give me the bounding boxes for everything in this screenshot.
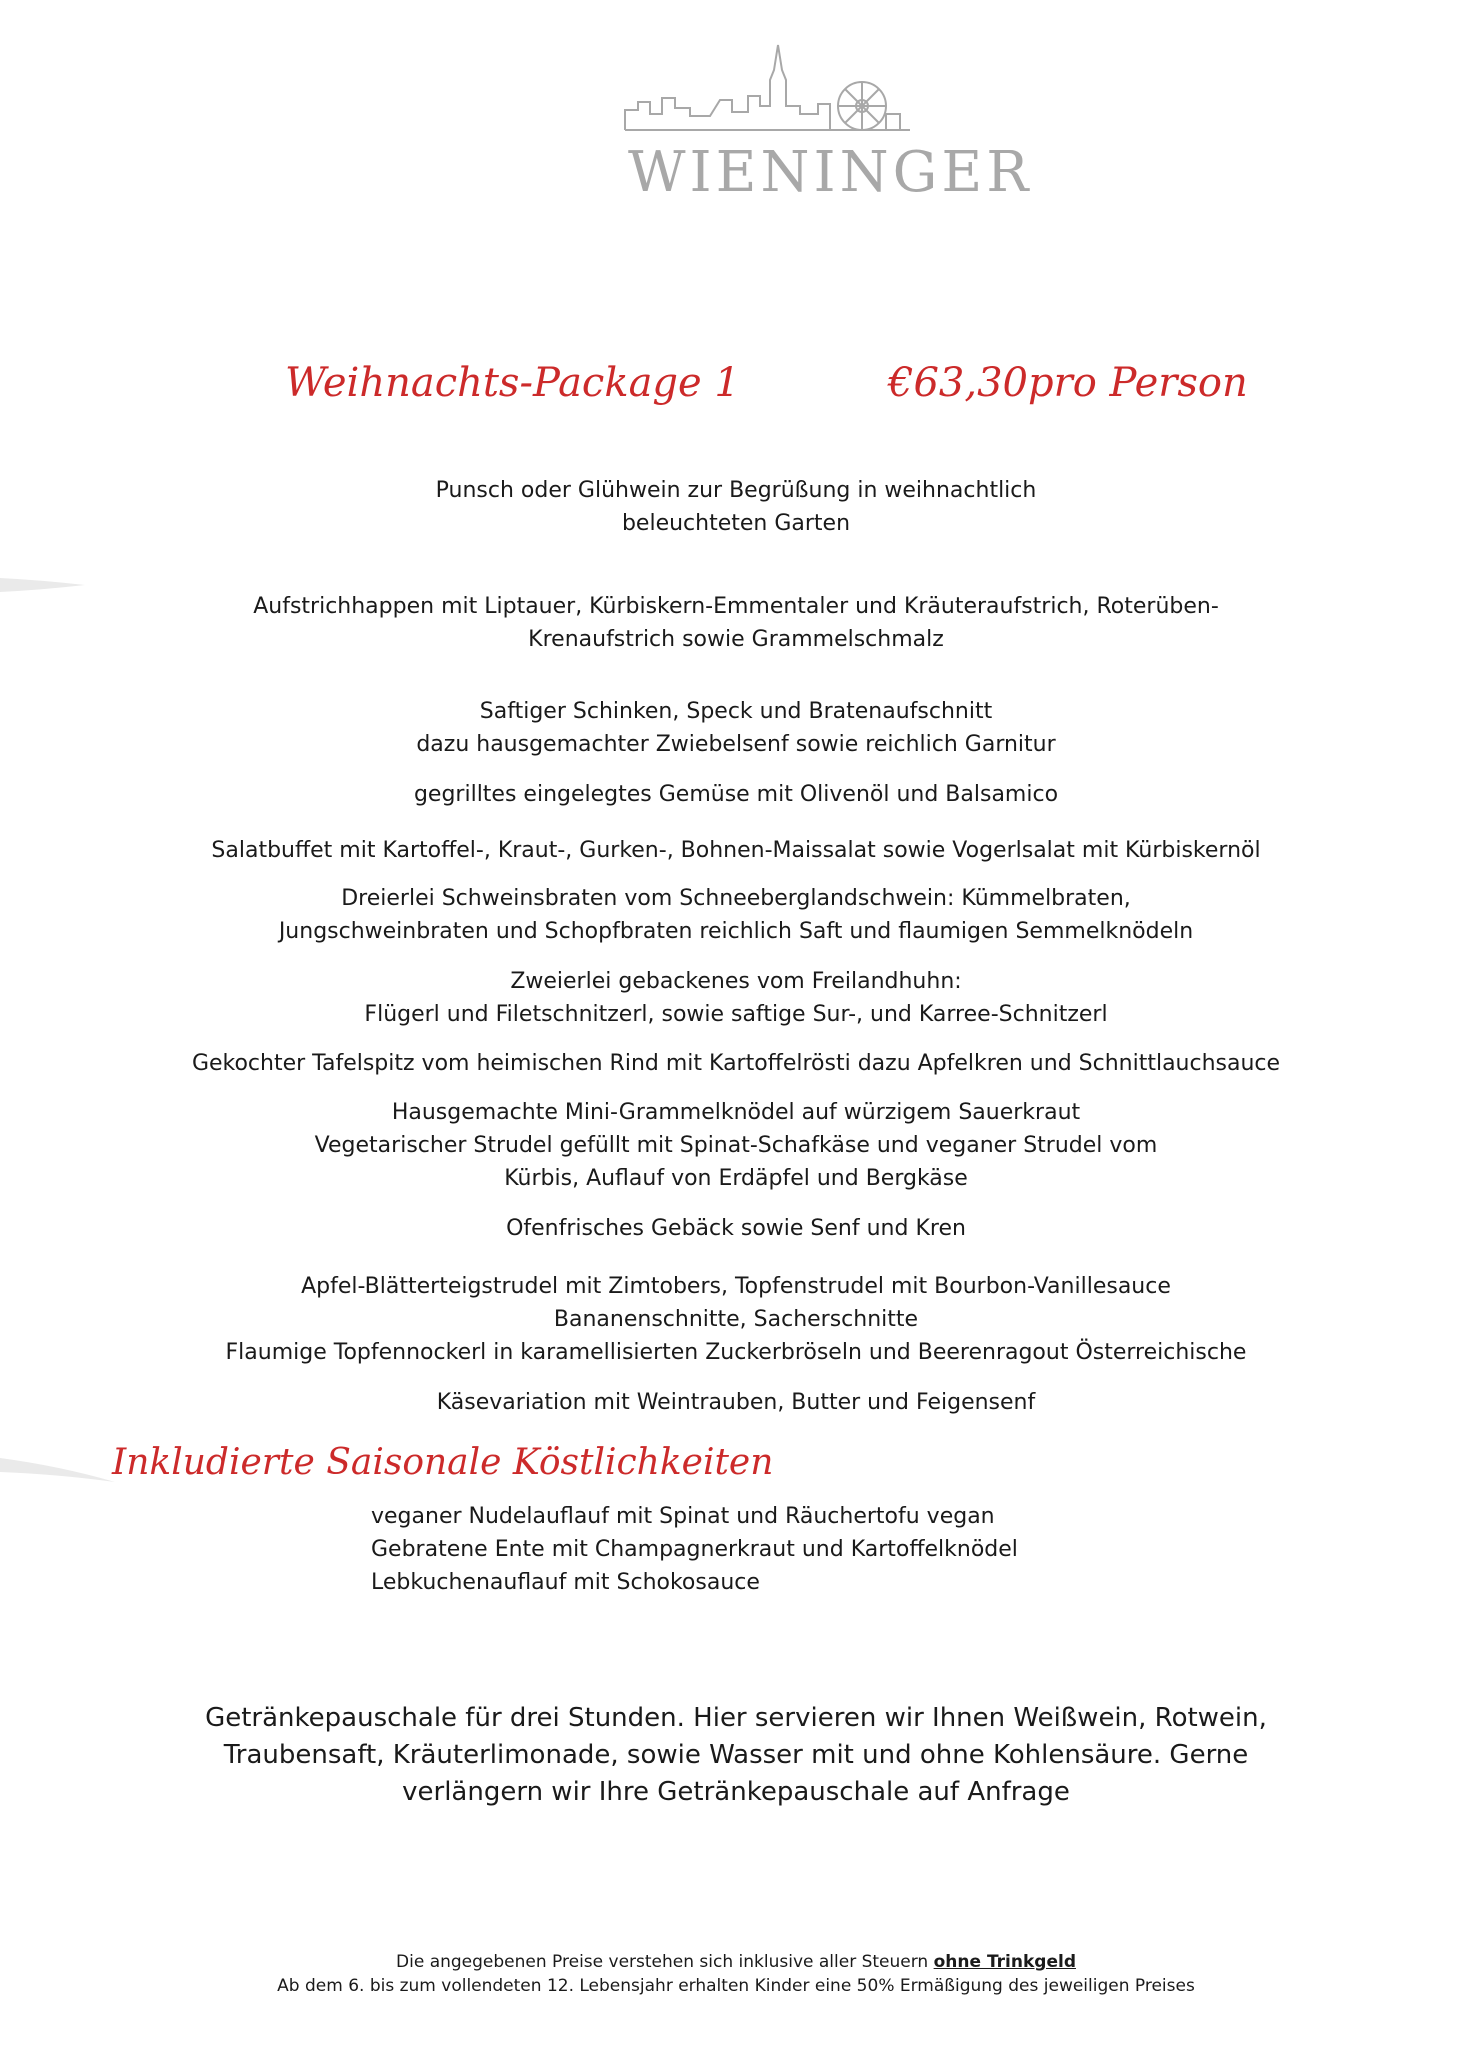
decorative-swoosh-bottom (0, 1452, 120, 1492)
menu-welcome-drink: Punsch oder Glühwein zur Begrüßung in weihnachtlich beleuchteten Garten (435, 478, 1037, 536)
wieninger-logo (620, 40, 1033, 215)
footer-prices-note: Die angegebenen Preise verstehen sich inklusive aller Steuern ohne Trinkgeld (396, 1952, 1076, 1972)
footer-children-discount: Ab dem 6. bis zum vollendeten 12. Lebensjahr erhalten Kinder eine 50% Ermäßigung des jeweiligen Preises (277, 1976, 1195, 1996)
package-title: Weihnachts-Package 1 (285, 360, 740, 406)
seasonal-item: Gebratene Ente mit Champagnerkraut und Kartoffelknödel (371, 1537, 1018, 1562)
menu-tafelspitz: Gekochter Tafelspitz vom heimischen Rind mit Kartoffelrösti dazu Apfelkren und Schnittlauchsauce (191, 1051, 1281, 1076)
menu-desserts: Apfel-Blätterteigstrudel mit Zimtobers, Topfenstrudel mit Bourbon-Vanillesauce Bananenschnitte, Sacherschnitte Flaumige Topfennockerl in karamellisierten Zuckerbröseln und Beerenragout Österreichische (225, 1274, 1247, 1365)
menu-spreads: Aufstrichhappen mit Liptauer, Kürbiskern-Emmentaler und Kräuteraufstrich, Roterüben- Krenaufstrich sowie Grammelschmalz (253, 594, 1219, 652)
package-price: €63,30pro Person (888, 360, 1248, 406)
seasonal-item: veganer Nudelauflauf mit Spinat und Räuchertofu vegan (371, 1504, 995, 1529)
menu-fried-chicken: Zweierlei gebackenes vom Freilandhuhn: Flügerl und Filetschnitzerl, sowie saftige Sur-, und Karree-Schnitzerl (364, 969, 1108, 1027)
menu-grilled-vegetables: gegrilltes eingelegtes Gemüse mit Olivenöl und Balsamico (413, 782, 1059, 807)
logo-wordmark: WIENINGER (628, 140, 1033, 205)
menu-salad-buffet: Salatbuffet mit Kartoffel-, Kraut-, Gurken-, Bohnen-Maissalat sowie Vogerlsalat mit Kürbiskernöl (211, 838, 1261, 863)
menu-roast-pork: Dreierlei Schweinsbraten vom Schneeberglandschwein: Kümmelbraten, Jungschweinbraten und Schopfbraten reichlich Saft und flaumigen Semmelknödeln (278, 886, 1194, 944)
menu-dumplings-strudel: Hausgemachte Mini-Grammelknödel auf würzigem Sauerkraut Vegetarischer Strudel gefüllt mit Spinat-Schafkäse und veganer Strudel vom Kürbis, Auflauf von Erdäpfel und Bergkäse (314, 1100, 1158, 1191)
menu-cold-cuts: Saftiger Schinken, Speck und Bratenaufschnitt dazu hausgemachter Zwiebelsenf sowie reichlich Garnitur (416, 699, 1056, 757)
skyline-icon (620, 40, 920, 140)
footer-no-tip: ohne Trinkgeld (933, 1952, 1076, 1972)
seasonal-item: Lebkuchenauflauf mit Schokosauce (371, 1570, 760, 1595)
seasonal-heading: Inkludierte Saisonale Köstlichkeiten (112, 1442, 774, 1483)
menu-bakery: Ofenfrisches Gebäck sowie Senf und Kren (506, 1216, 966, 1241)
drinks-package: Getränkepauschale für drei Stunden. Hier servieren wir Ihnen Weißwein, Rotwein, Traubensaft, Kräuterlimonade, sowie Wasser mit und ohne Kohlensäure. Gerne verlängern wir Ihre Getränkepauschale auf Anfrage (205, 1703, 1267, 1807)
menu-cheese: Käsevariation mit Weintrauben, Butter und Feigensenf (436, 1390, 1036, 1415)
